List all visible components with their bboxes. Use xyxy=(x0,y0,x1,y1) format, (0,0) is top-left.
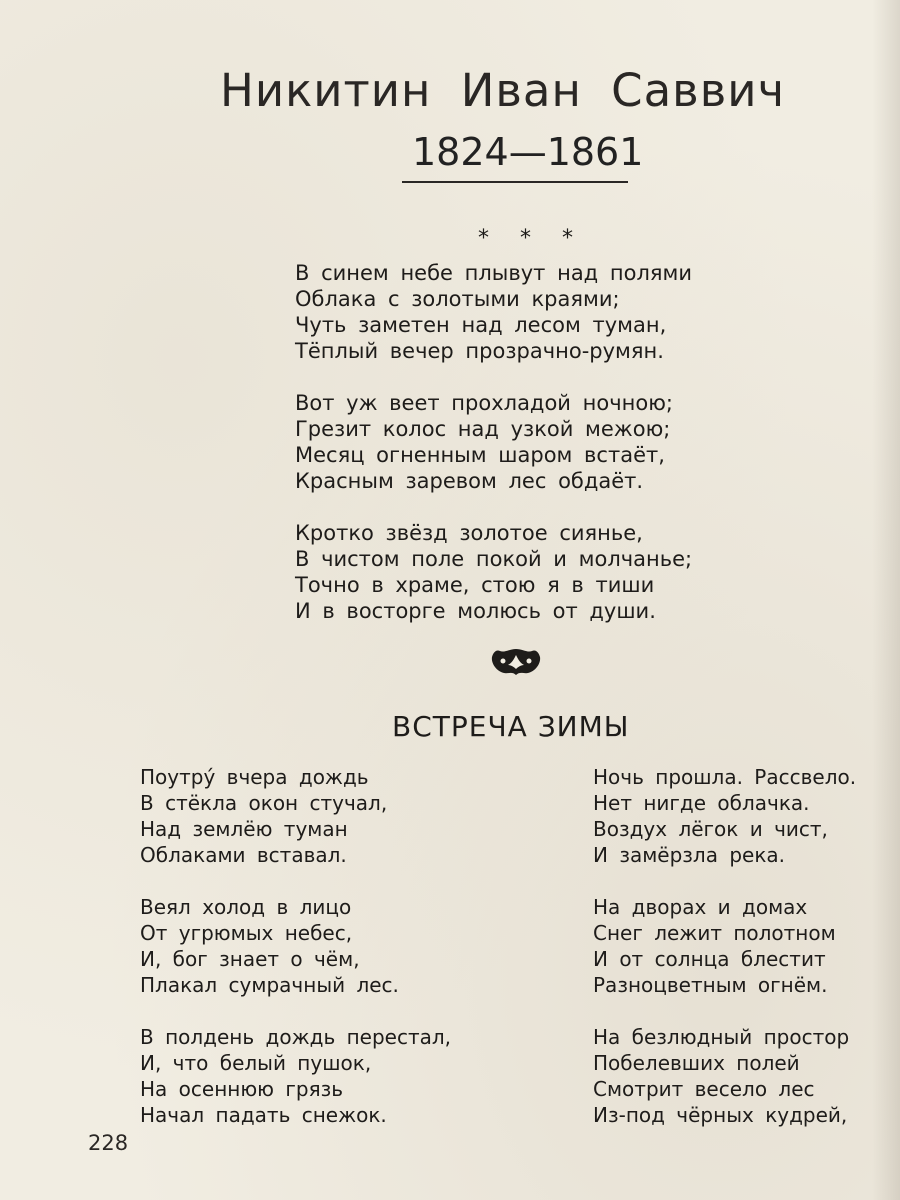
verse-line: И, что белый пушок, xyxy=(140,1051,372,1075)
author-years: 1824—1861 xyxy=(412,130,644,174)
poem-untitled xyxy=(295,260,745,650)
verse-line: Нет нигде облачка. xyxy=(593,791,810,815)
poem-column-left xyxy=(140,764,480,1154)
verse-line: Красным заревом лес обдаёт. xyxy=(295,469,644,493)
verse-line: Ночь прошла. Рассвело. xyxy=(593,765,857,789)
poem-column-right xyxy=(593,764,893,1154)
verse-line: Снег лежит полотном xyxy=(593,921,836,945)
poem-untitled-asterisks: * * * xyxy=(478,226,585,251)
verse-line: Плакал сумрачный лес. xyxy=(140,973,399,997)
verse-line: Вот уж веет прохладой ночною; xyxy=(295,391,673,415)
stanza xyxy=(593,764,893,868)
verse-line: Воздух лёгок и чист, xyxy=(593,817,828,841)
stanza xyxy=(140,764,480,868)
verse-line: И, бог знает о чём, xyxy=(140,947,360,971)
verse-line: В синем небе плывут над полями xyxy=(295,261,693,285)
verse-line: Точно в храме, стою я в тиши xyxy=(295,573,655,597)
stanza xyxy=(593,1024,893,1128)
verse-line: Тёплый вечер прозрачно-румян. xyxy=(295,339,664,363)
stanza xyxy=(140,1024,480,1128)
poem-title-vstrecha-zimy: ВСТРЕЧА ЗИМЫ xyxy=(392,710,630,743)
verse-line: И от солнца блестит xyxy=(593,947,826,971)
verse-line: Чуть заметен над лесом туман, xyxy=(295,313,667,337)
years-underline xyxy=(402,181,628,183)
ornament-divider-icon xyxy=(490,645,542,677)
verse-line: На безлюдный простор xyxy=(593,1025,850,1049)
stanza xyxy=(295,260,745,364)
verse-line: Облаками вставал. xyxy=(140,843,347,867)
verse-line: От угрюмых небес, xyxy=(140,921,353,945)
verse-line: Начал падать снежок. xyxy=(140,1103,387,1127)
verse-line: Над землёю туман xyxy=(140,817,348,841)
stanza xyxy=(295,520,745,624)
verse-line: Кротко звёзд золотое сиянье, xyxy=(295,521,643,545)
page-number: 228 xyxy=(88,1131,129,1155)
verse-line: В чистом поле покой и молчанье; xyxy=(295,547,693,571)
verse-line: Веял холод в лицо xyxy=(140,895,352,919)
verse-line: Облака с золотыми краями; xyxy=(295,287,620,311)
verse-line: Побелевших полей xyxy=(593,1051,800,1075)
verse-line: Поутру́ вчера дождь xyxy=(140,765,369,789)
verse-line: Из-под чёрных кудрей, xyxy=(593,1103,848,1127)
verse-line: И в восторге молюсь от души. xyxy=(295,599,656,623)
author-name: Никитин Иван Саввич xyxy=(220,64,786,117)
verse-line: Смотрит весело лес xyxy=(593,1077,815,1101)
verse-line: В полдень дождь перестал, xyxy=(140,1025,452,1049)
verse-line: И замёрзла река. xyxy=(593,843,786,867)
stanza xyxy=(140,894,480,998)
stanza xyxy=(295,390,745,494)
verse-line: На дворах и домах xyxy=(593,895,808,919)
verse-line: В стёкла окон стучал, xyxy=(140,791,388,815)
verse-line: Разноцветным огнём. xyxy=(593,973,828,997)
verse-line: Грезит колос над узкой межою; xyxy=(295,417,671,441)
stanza xyxy=(593,894,893,998)
verse-line: На осеннюю грязь xyxy=(140,1077,344,1101)
verse-line: Месяц огненным шаром встаёт, xyxy=(295,443,665,467)
